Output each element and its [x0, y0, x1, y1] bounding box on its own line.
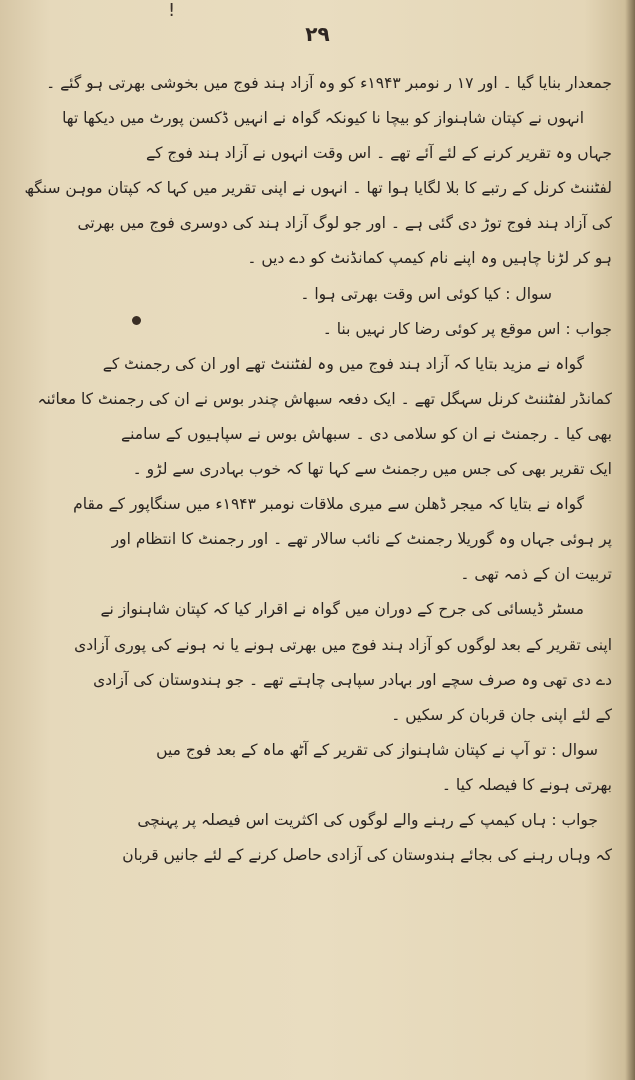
- text-line: ہو کر لڑنا چاہیں وہ اپنے نام کیمپ کمانڈنٹ کو دے دیں ۔: [247, 249, 612, 268]
- text-line: کے لئے اپنی جان قربان کر سکیں ۔: [391, 705, 612, 724]
- urdu-text-body: [22, 66, 612, 873]
- text-line: پر ہوئی جہاں وہ گوریلا رجمنٹ کے نائب سالار تھے ۔ اور رجمنٹ کا انتظام اور: [111, 530, 612, 549]
- text-line: دے دی تھی وہ صرف سچے اور بہادر سپاہی چاہتے تھے ۔ جو ہندوستان کی آزادی: [93, 670, 612, 689]
- page-number: ۲۹: [305, 22, 330, 46]
- text-line: تربیت ان کے ذمہ تھی ۔: [460, 565, 612, 584]
- text-line: جواب : اس موقع پر کوئی رضا کار نہیں بنا ۔: [322, 319, 612, 338]
- text-line: گواہ نے بتایا کہ میجر ڈھلن سے میری ملاقات نومبر ۱۹۴۳ء میں سنگاپور کے مقام: [73, 495, 584, 514]
- text-line: کمانڈر لفٹننٹ کرنل سہگل تھے ۔ ایک دفعہ سبھاش چندر بوس نے ان کی رجمنٹ کا معائنہ: [37, 389, 612, 408]
- text-line: انہوں نے کپتان شاہنواز کو بیچا نا کیونکہ گواہ نے انہیں ڈکسن پورٹ میں دیکھا تھا: [62, 109, 584, 128]
- text-line: گواہ نے مزید بتایا کہ آزاد ہند فوج میں وہ لفٹننٹ تھے اور ان کی رجمنٹ کے: [102, 354, 584, 373]
- text-line: اپنی تقریر کے بعد لوگوں کو آزاد ہند فوج میں بھرتی ہونے یا نہ ہونے کی پوری آزادی: [74, 635, 612, 654]
- text-line: ایک تقریر بھی کی جس میں رجمنٹ سے کہا تھا کہ خوب بہادری سے لڑو ۔: [132, 460, 612, 479]
- text-line: سوال : تو آپ نے کپتان شاہنواز کی تقریر کے آٹھ ماہ کے بعد فوج میں: [156, 740, 598, 759]
- text-line: جہاں وہ تقریر کرنے کے لئے آئے تھے ۔ اس وقت انہوں نے آزاد ہند فوج کے: [146, 144, 612, 163]
- text-line: لفٹننٹ کرنل کے رتبے کا بلا لگایا ہوا تھا ۔ انہوں نے اپنی تقریر میں کہا کہ کپتان موہن سنگھ: [24, 179, 612, 198]
- text-line: بھی کیا ۔ رجمنٹ نے ان کو سلامی دی ۔ سبھاش بوس نے سپاہیوں کے سامنے: [121, 424, 612, 443]
- top-mark: !: [168, 0, 176, 21]
- text-line: کی آزاد ہند فوج توڑ دی گئی ہے ۔ اور جو لوگ آزاد ہند کی دوسری فوج میں بھرتی: [77, 214, 612, 233]
- text-line: جمعدار بنایا گیا ۔ اور ۱۷ ر نومبر ۱۹۴۳ء کو وہ آزاد ہند فوج میں بخوشی بھرتی ہو گئے ۔: [46, 74, 612, 92]
- text-line: بھرتی ہونے کا فیصلہ کیا ۔: [441, 775, 612, 794]
- text-line: جواب : ہاں کیمپ کے رہنے والے لوگوں کی اکثریت اس فیصلہ پر پہنچی: [137, 810, 598, 829]
- text-line: سوال : کیا کوئی اس وقت بھرتی ہوا ۔: [300, 284, 552, 303]
- text-line: مسٹر ڈیسائی کی جرح کے دوران میں گواہ نے اقرار کیا کہ کپتان شاہنواز نے: [100, 600, 584, 619]
- text-line: کہ وہاں رہنے کی بجائے ہندوستان کی آزادی حاصل کرنے کے لئے جانیں قربان: [122, 846, 612, 865]
